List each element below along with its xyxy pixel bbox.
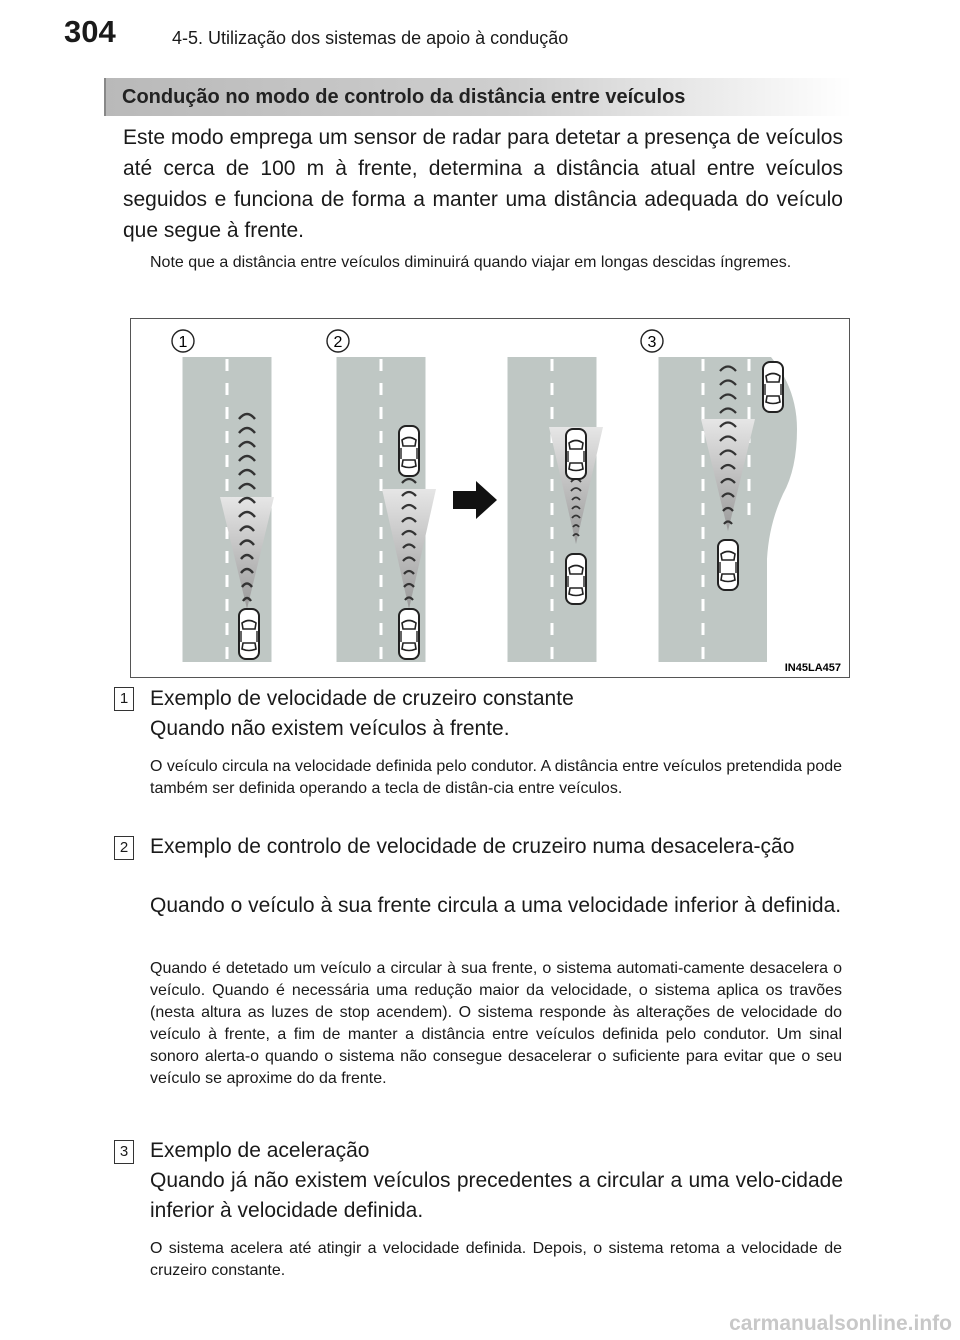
intro-note: Note que a distância entre veículos diminuirá quando viajar em longas descidas íngremes. <box>150 254 792 271</box>
transition-arrow-icon <box>453 481 497 519</box>
figure-code: IN45LA457 <box>784 662 841 674</box>
svg-text:2: 2 <box>333 334 343 351</box>
chapter-title: 4-5. Utilização dos sistemas de apoio à condução <box>172 28 569 48</box>
item-subtitle: Quando não existem veículos à frente. <box>150 717 510 740</box>
item-number: 2 <box>114 836 134 860</box>
road-1 <box>181 357 274 662</box>
section-title: Condução no modo de controlo da distância entre veículos <box>122 86 686 108</box>
watermark-link[interactable]: carmanualsonline.info <box>729 1312 952 1335</box>
item-number: 3 <box>114 1140 134 1164</box>
item-title: Exemplo de velocidade de cruzeiro constante <box>150 687 574 710</box>
callout-2 <box>327 330 349 352</box>
road-2 <box>335 357 436 662</box>
radar-cruise-diagram <box>130 318 850 678</box>
road-4 <box>657 357 797 662</box>
intro-paragraph: Este modo emprega um sensor de radar para detetar a presença de veículos até cerca de 100 m à frente, determina a distância atual entre veículos seguidos e funciona de forma a manter uma distância adequada do veículo que segue à frente. <box>123 126 843 242</box>
item-subtitle: Quando o veículo à sua frente circula a uma velocidade inferior à definida. <box>150 894 842 917</box>
item-subtitle: Quando já não existem veículos precedentes a circular a uma velo-cidade inferior à velocidade definida. <box>150 1169 843 1222</box>
item-title: Exemplo de controlo de velocidade de cruzeiro numa desacelera-ção <box>150 835 795 858</box>
callout-1 <box>172 330 194 352</box>
road-3 <box>506 357 603 662</box>
item-title: Exemplo de aceleração <box>150 1139 370 1162</box>
callout-3 <box>641 330 663 352</box>
svg-text:3: 3 <box>647 334 657 351</box>
svg-text:1: 1 <box>178 334 188 351</box>
item-number: 1 <box>114 687 134 711</box>
item-description: Quando é detetado um veículo a circular à sua frente, o sistema automati-camente desacelera o veículo. Quando é necessária uma redução maior da velocidade, o sistema aplica os travões (nesta altura as luzes de stop acendem). O sistema responde às alterações de velocidade do veículo à frente, a fim de manter a distância entre veículos definida pelo condutor. Um sinal sonoro alerta-o quando o sistema não consegue desacelerar o suficiente para evitar que o seu veículo se aproxime do da frente. <box>150 960 842 1087</box>
item-description: O veículo circula na velocidade definida pelo condutor. A distância entre veículos pretendida pode também ser definida operando a tecla de distân-cia entre veículos. <box>150 758 843 797</box>
item-description: O sistema acelera até atingir a velocidade definida. Depois, o sistema retoma a velocidade de cruzeiro constante. <box>150 1240 842 1279</box>
page-number: 304 <box>64 14 116 49</box>
